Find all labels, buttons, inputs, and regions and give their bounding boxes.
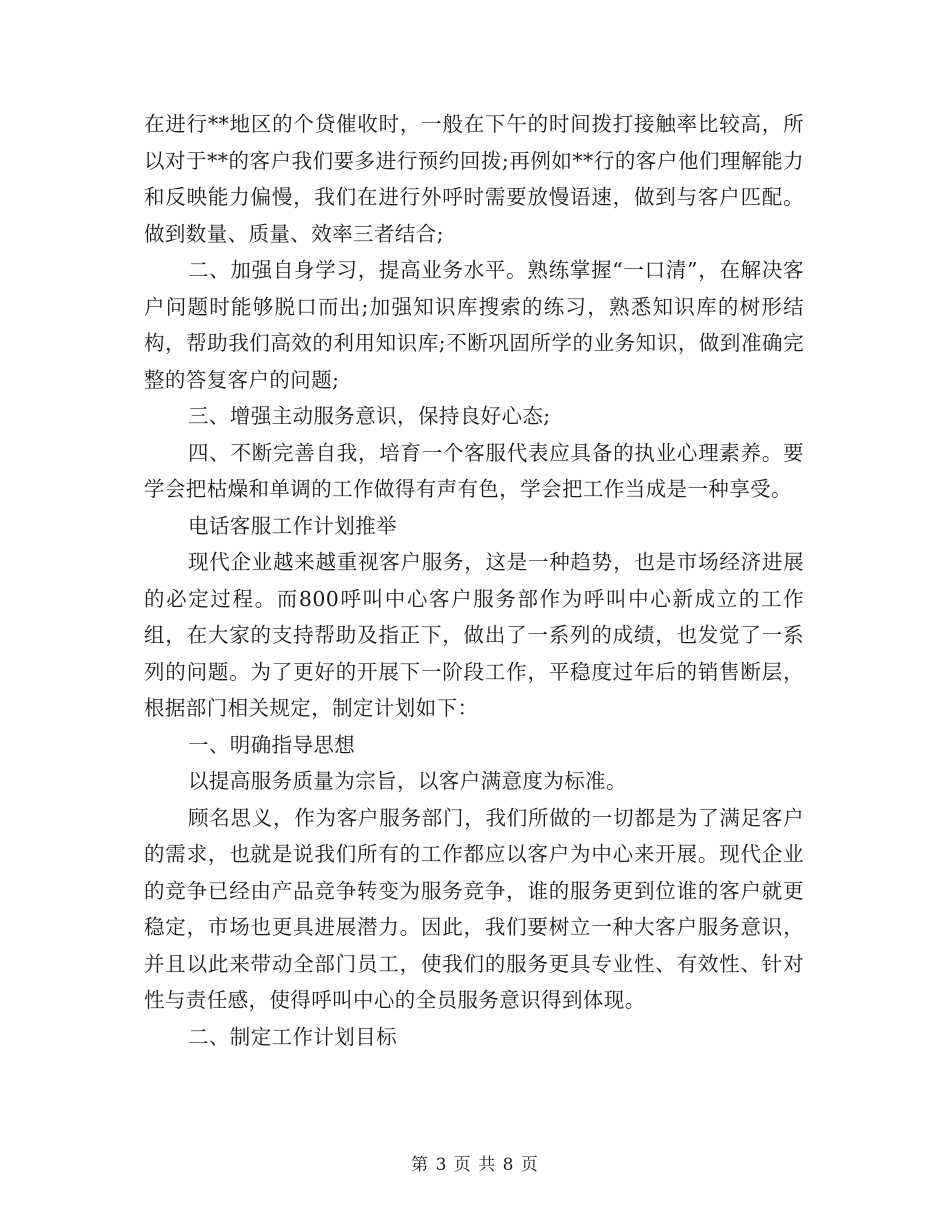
paragraph-explanation: 顾名思义，作为客户服务部门，我们所做的一切都是为了满足客户的需求，也就是说我们所有的工作都应以客户为中心来开展。现代企业的竞争已经由产品竞争转变为服务竞争，谁的服务更到位谁的客户就更稳定，市场也更具进展潜力。因此，我们要树立一种大客户服务意识，并且以此来带动全部门员工，使我们的服务更具专业性、有效性、针对性与责任感，使得呼叫中心的全员服务意识得到体现。 [144, 805, 804, 1012]
paragraph-section-four: 四、不断完善自我，培育一个客服代表应具备的执业心理素养。要学会把枯燥和单调的工作做得有声有色，学会把工作当成是一种享受。 [144, 440, 804, 501]
page-number-footer: 第 3 页 共 8 页 [411, 1155, 539, 1175]
section-heading: 电话客服工作计划推举 [188, 513, 397, 538]
paragraph-section-three: 三、增强主动服务意识，保持良好心态; [188, 404, 551, 428]
paragraph-continuation: 在进行**地区的个贷催收时，一般在下午的时间拨打接触率比较高，所以对于**的客户我们要多进行预约回拨;再例如**行的客户他们理解能力和反映能力偏慢，我们在进行外呼时需要放慢语速，做到与客户匹配。做到数量、质量、效率三者结合; [144, 112, 804, 246]
heading-plan-goals: 二、制定工作计划目标 [188, 1024, 397, 1049]
heading-guiding-thought: 一、明确指导思想 [188, 732, 356, 757]
document-body [144, 106, 804, 1055]
paragraph-intro: 现代企业越来越重视客户服务，这是一种趋势，也是市场经济进展的必定过程。而800呼叫中心客户服务部作为呼叫中心新成立的工作组，在大家的支持帮助及指正下，做出了一系列的成绩，也发觉了一系列的问题。为了更好的开展下一阶段工作，平稳度过年后的销售断层，根据部门相关规定，制定计划如下： [144, 550, 804, 720]
paragraph-section-two: 二、加强自身学习，提高业务水平。熟练掌握“一口清”，在解决客户问题时能够脱口而出;加强知识库搜索的练习，熟悉知识库的树形结构，帮助我们高效的利用知识库;不断巩固所学的业务知识，做到准确完整的答复客户的问题; [144, 258, 804, 392]
paragraph-purpose: 以提高服务质量为宗旨，以客户满意度为标准。 [188, 769, 627, 793]
